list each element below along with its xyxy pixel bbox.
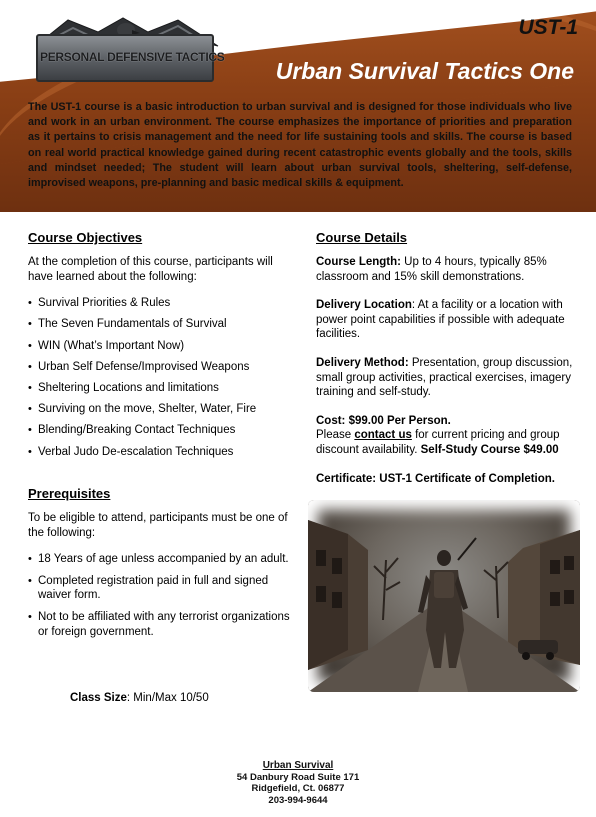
class-size [70,692,209,704]
objectives-section [28,230,290,466]
urban-survivor-image [308,500,580,692]
bullet-icon: • [28,297,32,310]
header-band [0,0,596,212]
details-section [316,230,574,500]
prerequisites-heading: Prerequisites [28,486,111,501]
class-size-value: : Min/Max 10/50 [126,692,209,704]
list-item: • WIN (What’s Important Now) [28,339,185,352]
bullet-icon: • [28,318,32,331]
list-item: • Blending/Breaking Contact Techniques [28,424,236,437]
list-item: • Not to be affiliated with any terrorist organizations or foreign government. [28,610,290,638]
footer-phone: 203-994-9644 [268,794,328,806]
footer-address-line2: Ridgefield, Ct. 06877 [251,783,345,794]
footer-org-name: Urban Survival [262,760,334,771]
footer-address-line1: 54 Danbury Road Suite 171 [236,771,360,783]
course-intro: The UST-1 course is a basic introduction to urban survival and is designed for those individuals who live and work in an urban environment. The course emphasizes the importance of priorities and preparation as it pertains to crisis management and the need for life sustaining tools and skills. The course is based on real world practical knowledge gained during recent catastrophic events globally and the tools, skills and mindset needed; The student will learn about urban survival tools, sheltering, self-defense, improvised weapons, pre-planning and basic medical skills & equipment. [28,101,572,190]
bullet-icon: • [28,424,32,437]
bullet-icon: • [28,381,32,394]
objectives-intro: At the completion of this course, participants will have learned about the following: [28,256,273,283]
list-item: • Completed registration paid in full and signed waiver form. [28,574,269,602]
ruined-street-illustration [308,500,580,692]
contact-us-link[interactable]: contact us [354,429,412,442]
bullet-icon: • [28,574,32,587]
prerequisites-section [28,486,290,646]
logo-text: PERSONAL DEFENSIVE TACTICS [40,50,225,64]
cost: Cost: $99.00 Per Person. Please contact us for current pricing and group discount availability. Self-Study Course $49.00 [316,414,560,456]
list-item: • Surviving on the move, Shelter, Water, Fire [28,403,257,416]
logo [28,14,224,92]
bullet-icon: • [28,339,32,352]
delivery-location: Delivery Location: At a facility or a location with power point capabilities if possible with adequate facilities. [316,299,565,341]
course-length: Course Length: Up to 4 hours, typically 85% classroom and 15% skill demonstrations. [316,256,547,283]
list-item: • The Seven Fundamentals of Survival [28,318,227,331]
bullet-icon: • [28,403,32,416]
list-item: • Urban Self Defense/Improvised Weapons [28,360,250,373]
prerequisites-intro: To be eligible to attend, participants must be one of the following: [28,512,288,539]
course-code: UST-1 [518,16,578,39]
details-heading: Course Details [316,230,408,245]
cost-label: Cost: $99.00 Per Person. [316,414,451,427]
list-item: • 18 Years of age unless accompanied by an adult. [28,553,289,566]
bullet-icon: • [28,360,32,373]
certificate: Certificate: UST-1 Certificate of Completion. [316,472,555,485]
list-item: • Sheltering Locations and limitations [28,381,219,394]
objectives-heading: Course Objectives [28,230,143,245]
objectives-list [28,296,290,459]
list-item: • Survival Priorities & Rules [28,297,171,310]
footer [0,760,596,806]
self-study-price: Self-Study Course $49.00 [420,443,559,456]
list-item: • Verbal Judo De-escalation Techniques [28,445,234,458]
class-size-label: Class Size [70,692,127,704]
prerequisites-list [28,552,290,639]
page-title: Urban Survival Tactics One [275,58,574,84]
delivery-method: Delivery Method: Presentation, group discussion, small group activities, practical exercises, imagery training and self-study. [316,356,573,399]
bullet-icon: • [28,610,32,623]
bullet-icon: • [28,553,32,566]
bullet-icon: • [28,445,32,458]
